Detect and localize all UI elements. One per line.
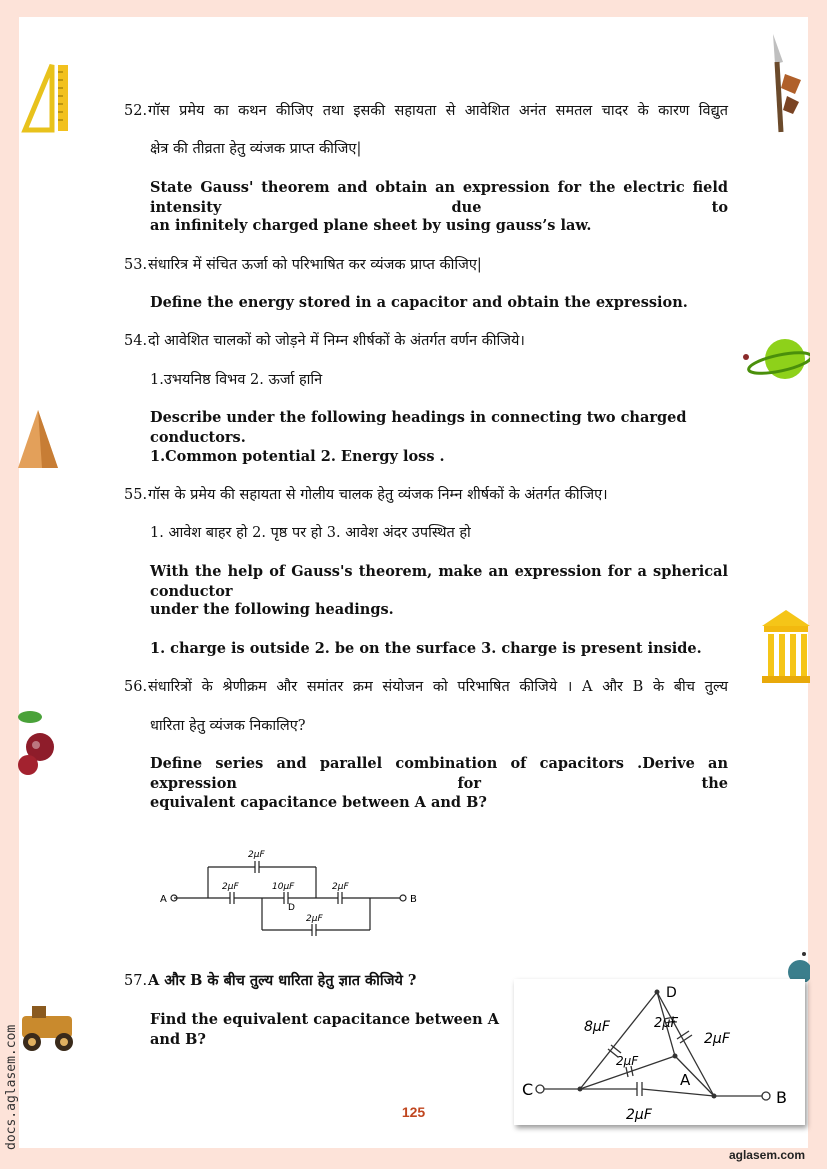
question-57-hindi: 57.A और B के बीच तुल्य धारिता हेतु ज्ञात कीजिये ? (124, 972, 417, 989)
question-54-hindi-headings: 1.उभयनिष्ठ विभव 2. ऊर्जा हानि (150, 372, 323, 388)
question-54-english-headings: 1.Common potential 2. Energy loss . (150, 448, 445, 465)
spear-icon (765, 32, 815, 137)
question-number: 52. (124, 103, 148, 119)
question-54-hindi: 54.दो आवेशित चालकों को जोड़ने में निम्न शीर्षकों के अंतर्गत वर्णन कीजिये। (124, 333, 525, 349)
question-number: 54. (124, 333, 148, 349)
planet-icon (740, 335, 810, 385)
question-number: 57. (124, 973, 148, 989)
vertical-watermark: docs.aglasem.com (4, 1024, 19, 1150)
question-55-english-cont: under the following headings. (150, 601, 394, 618)
node-b-label: B (410, 894, 417, 905)
capacitor-left-label: 2μF (222, 882, 239, 892)
ruler-icon (20, 60, 70, 135)
question-56-english-cont: equivalent capacitance between A and B? (150, 794, 487, 811)
capacitor-right-label: 2μF (332, 882, 349, 892)
node-c-label: C (522, 1080, 534, 1099)
node-d-label: D (666, 985, 677, 1001)
capacitor-top-label: 2μF (248, 850, 265, 860)
capacitor-1-label: 8μF (584, 1019, 610, 1035)
capacitor-mid-label: 10μF (272, 882, 295, 892)
question-number: 55. (124, 487, 148, 503)
question-53-hindi: 53.संधारित्र में संचित ऊर्जा को परिभाषित कर व्यंजक प्राप्त कीजिए| (124, 257, 482, 273)
question-number: 53. (124, 257, 148, 273)
question-52-english-cont: an infinitely charged plane sheet by using gauss’s law. (150, 217, 592, 234)
circuit-diagram-56 (160, 845, 430, 945)
capacitor-4-label: 2μF (616, 1054, 639, 1068)
question-52-hindi-cont: क्षेत्र की तीव्रता हेतु व्यंजक प्राप्त कीजिए| (150, 141, 362, 157)
globe-icon (780, 950, 810, 982)
pyramid-icon (18, 410, 60, 470)
question-number: 56. (124, 679, 148, 695)
car-icon (18, 1002, 80, 1054)
node-a-label: A (160, 894, 167, 905)
node-a-label: A (680, 1071, 691, 1089)
question-57-english: Find the equivalent capacitance between A and B? (150, 1011, 499, 1048)
capacitor-bottom-label: 2μF (306, 914, 323, 924)
temple-icon (760, 608, 812, 686)
node-b-label: B (776, 1088, 787, 1107)
capacitor-2-label: 2μF (654, 1016, 679, 1031)
node-d-label: D (288, 903, 295, 913)
capacitor-3-label: 2μF (704, 1031, 730, 1047)
page-number: 125 (401, 1104, 426, 1120)
question-52-hindi: 52.गॉस प्रमेय का कथन कीजिए तथा इसकी सहायता से आवेशित अनंत समतल चादर के कारण विद्युत (124, 103, 728, 119)
question-55-hindi-headings: 1. आवेश बाहर हो 2. पृष्ठ पर हो 3. आवेश अंदर उपस्थित हो (150, 525, 471, 541)
fruit-icon (18, 705, 60, 777)
question-56-hindi: 56.संधारित्रों के श्रेणीक्रम और समांतर क्रम संयोजन को परिभाषित कीजिये । A और B के बीच तुल्य (124, 679, 728, 695)
question-52-english: State Gauss' theorem and obtain an expression for the electric field intensity due to (150, 179, 728, 216)
question-54-english: Describe under the following headings in connecting two charged conductors. (150, 409, 687, 446)
question-55-hindi: 55.गॉस के प्रमेय की सहायता से गोलीय चालक हेतु व्यंजक निम्न शीर्षकों के अंतर्गत कीजिए। (124, 487, 608, 503)
question-55-english-headings: 1. charge is outside 2. be on the surface 3. charge is present inside. (150, 640, 702, 657)
question-53-english: Define the energy stored in a capacitor and obtain the expression. (150, 294, 688, 311)
question-56-hindi-cont: धारिता हेतु व्यंजक निकालिए? (150, 718, 306, 734)
question-56-english: Define series and parallel combination of capacitors .Derive an expression for the (150, 755, 728, 792)
question-55-english: With the help of Gauss's theorem, make an expression for a spherical conductor (150, 563, 728, 600)
footer-site-link[interactable]: aglasem.com (728, 1148, 805, 1162)
capacitor-5-label: 2μF (626, 1107, 652, 1123)
